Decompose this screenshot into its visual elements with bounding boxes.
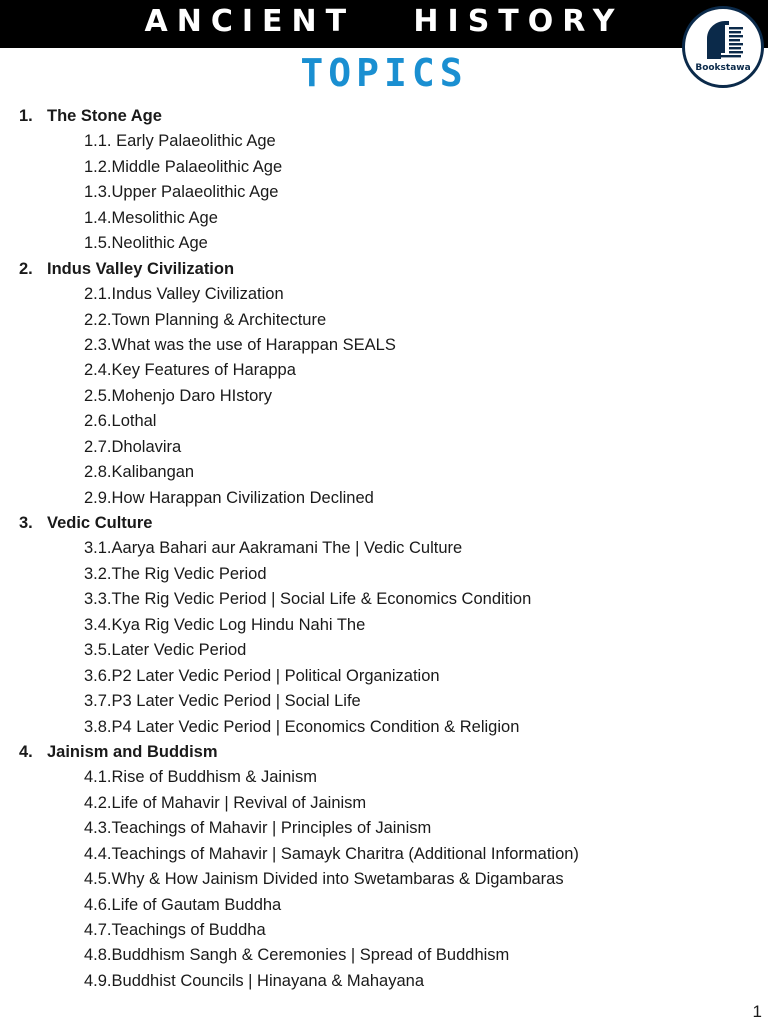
subtopic-item: 4.6.Life of Gautam Buddha	[84, 895, 282, 914]
toc-section	[0, 257, 768, 511]
section-heading	[0, 257, 768, 282]
subtopic-item: 3.3.The Rig Vedic Period | Social Life & Economics Condition	[84, 590, 532, 609]
subtopic-item: 3.1.Aarya Bahari aur Aakramani The | Vedic Culture	[84, 539, 463, 558]
subtopic-item: 4.8.Buddhism Sangh & Ceremonies | Spread of Buddhism	[84, 946, 510, 965]
subtopic-item: 2.3.What was the use of Harappan SEALS	[84, 335, 396, 354]
subtopic-item: 4.7.Teachings of Buddha	[84, 921, 266, 939]
subtopic-item: 2.9.How Harappan Civilization Declined	[84, 488, 374, 507]
section-number: 1.	[19, 107, 33, 125]
subtopic-item: 2.2.Town Planning & Architecture	[84, 310, 327, 329]
subtopic-list	[0, 765, 768, 994]
subtopic-item: 3.4.Kya Rig Vedic Log Hindu Nahi The	[84, 615, 366, 634]
subtopic-item: 2.7.Dholavira	[84, 437, 182, 456]
section-number: 4.	[19, 742, 33, 761]
subtopic-item: 3.6.P2 Later Vedic Period | Political Organization	[84, 666, 440, 685]
toc-section	[0, 104, 768, 257]
section-title: Jainism and Buddism	[47, 742, 218, 761]
section-heading	[0, 104, 768, 129]
section-number: 2.	[19, 259, 33, 278]
subtopic-item: 3.7.P3 Later Vedic Period | Social Life	[84, 692, 361, 711]
section-title: Vedic Culture	[47, 514, 153, 532]
header-bar	[0, 0, 768, 48]
subtopic-item: 2.4.Key Features of Harappa	[84, 361, 296, 380]
logo-text: Bookstawa	[695, 63, 751, 73]
subtopic-item: 4.1.Rise of Buddhism & Jainism	[84, 768, 317, 787]
page-number: 1	[752, 1002, 762, 1021]
section-number: 3.	[19, 514, 33, 532]
section-title: Indus Valley Civilization	[47, 259, 235, 278]
subtopic-item: 4.2.Life of Mahavir | Revival of Jainism	[84, 793, 367, 812]
subtopic-list	[0, 129, 768, 256]
subtopic-list	[0, 282, 768, 511]
subtopic-item: 4.3.Teachings of Mahavir | Principles of Jainism	[84, 819, 432, 838]
subtopic-item: 4.4.Teachings of Mahavir | Samayk Charitra (Additional Information)	[84, 844, 579, 863]
toc-section	[0, 740, 768, 994]
subtopic-item: 3.5.Later Vedic Period	[84, 641, 247, 660]
document-subtitle: TOPICS	[300, 51, 468, 95]
subtopic-item: 3.8.P4 Later Vedic Period | Economics Condition & Religion	[84, 717, 520, 736]
subtopic-item: 4.9.Buddhist Councils | Hinayana & Mahayana	[84, 971, 424, 990]
toc-section	[0, 511, 768, 740]
section-heading	[0, 740, 768, 765]
section-heading	[0, 511, 768, 536]
subtopic-item: 1.5.Neolithic Age	[84, 234, 208, 253]
subtopic-item: 2.6.Lothal	[84, 412, 157, 431]
document-title: ANCIENT HISTORY	[144, 4, 624, 39]
section-title: The Stone Age	[47, 107, 162, 125]
table-of-contents	[0, 104, 768, 994]
subtopic-item: 3.2.The Rig Vedic Period	[84, 564, 267, 583]
subtopic-item: 1.4.Mesolithic Age	[84, 208, 218, 227]
subtopic-item: 1.3.Upper Palaeolithic Age	[84, 183, 279, 202]
subtopic-list	[0, 536, 768, 740]
subtopic-item: 2.8.Kalibangan	[84, 463, 195, 482]
bookstawa-logo	[682, 6, 764, 88]
subtopic-item: 1.2.Middle Palaeolithic Age	[84, 157, 283, 176]
subtopic-item: 2.5.Mohenjo Daro HIstory	[84, 386, 273, 405]
subtopic-item: 2.1.Indus Valley Civilization	[84, 285, 284, 304]
subtopic-item: 4.5.Why & How Jainism Divided into Swetambaras & Digambaras	[84, 870, 564, 889]
head-profile-icon	[685, 9, 761, 85]
subtopic-item: 1.1. Early Palaeolithic Age	[84, 132, 276, 151]
